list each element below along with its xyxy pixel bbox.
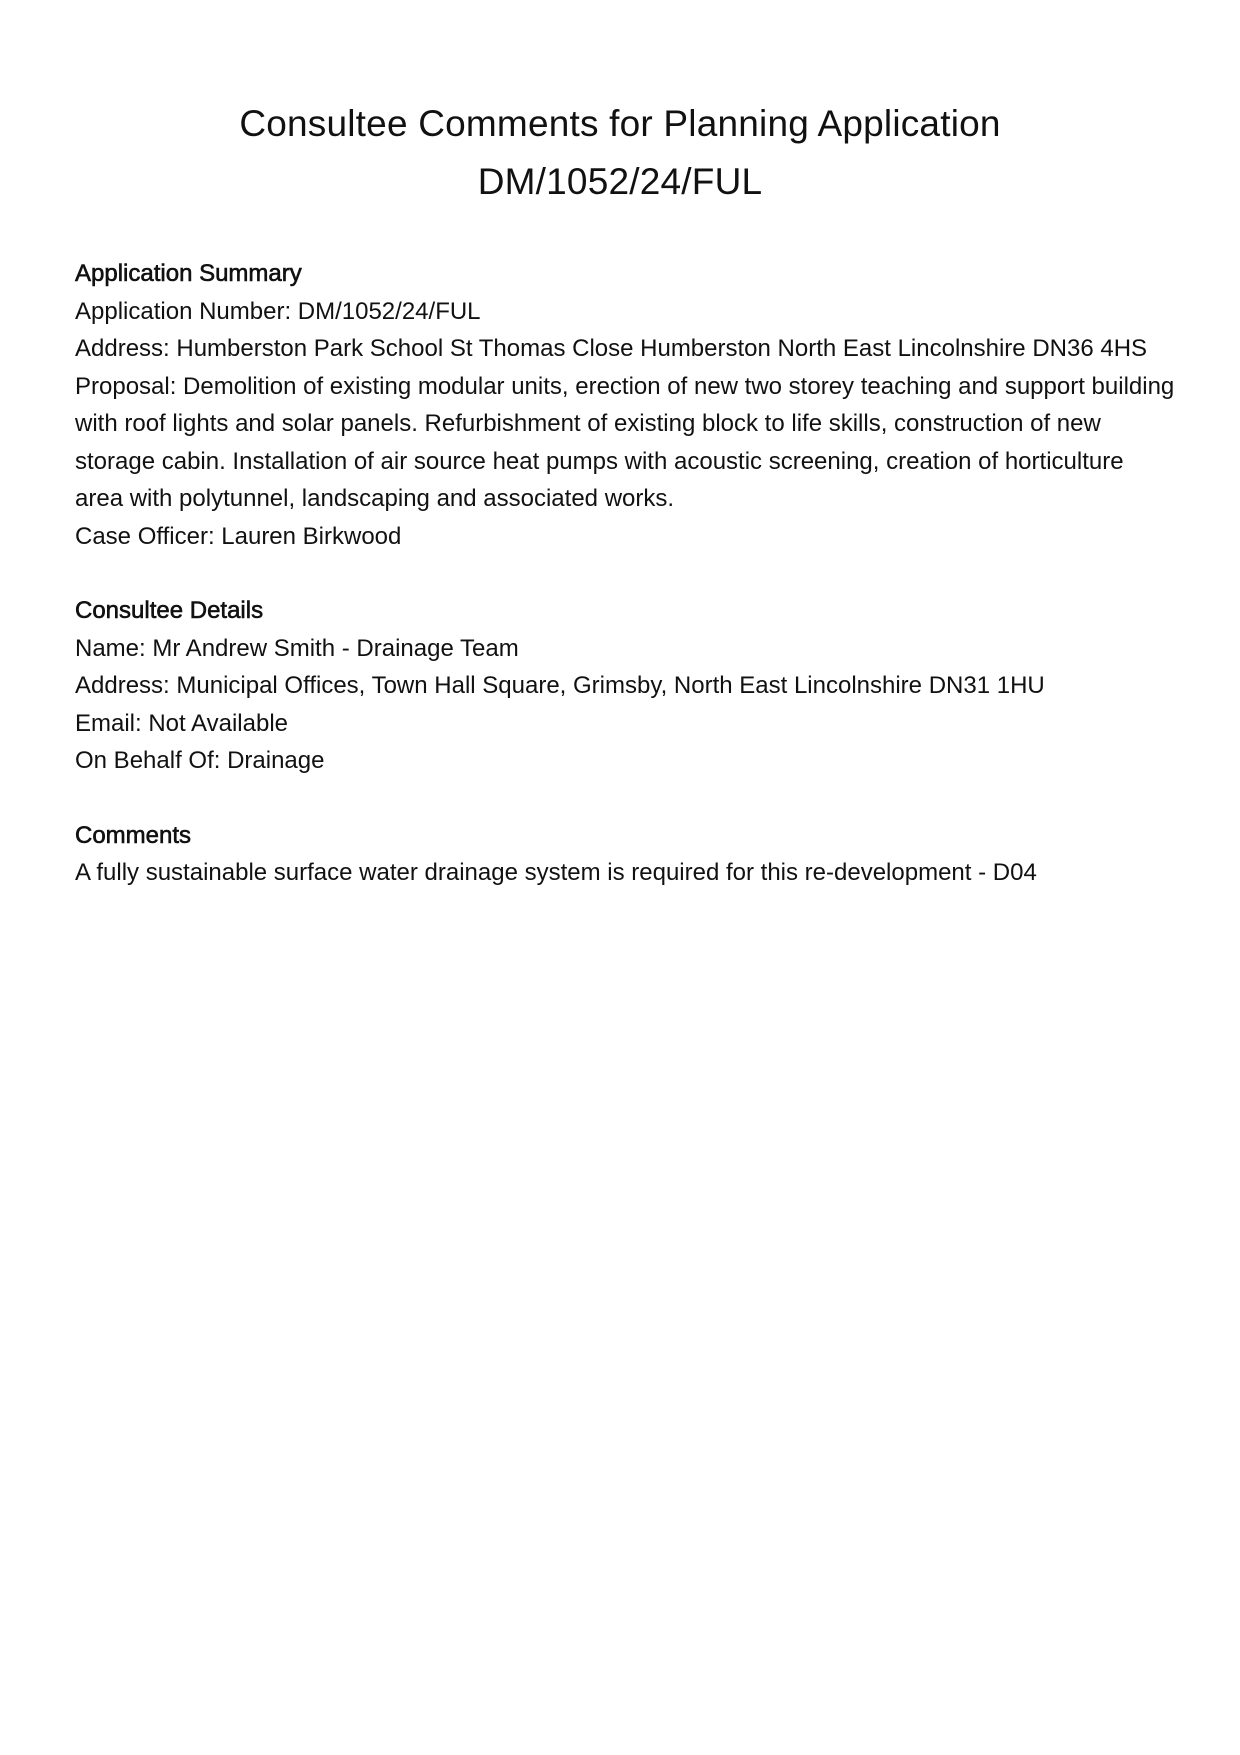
page-title-line-2: DM/1052/24/FUL — [477, 161, 763, 202]
application-address: Address: Humberston Park School St Thomas Close Humberston North East Lincolnshire DN36 4HS — [75, 335, 1148, 362]
application-number: Application Number: DM/1052/24/FUL — [75, 297, 481, 325]
consultee-email: Email: Not Available — [75, 709, 288, 737]
consultee-details-heading: Consultee Details — [75, 597, 264, 624]
document-content — [75, 255, 1175, 929]
comments-text: A fully sustainable surface water drainage system is required for this re-development - D04 — [75, 859, 1037, 886]
application-summary-heading: Application Summary — [75, 260, 302, 287]
application-summary-section — [75, 255, 1175, 555]
comments-heading: Comments — [75, 821, 192, 849]
consultee-on-behalf-of: On Behalf Of: Drainage — [75, 747, 325, 774]
page-title — [0, 95, 1240, 211]
comments-section — [75, 817, 1175, 892]
application-proposal: Proposal: Demolition of existing modular units, erection of new two storey teaching and support building with roof lights and solar panels. Refurbishment of existing block to life skills, construction of new storage cabin. Installation of air source heat pumps with acoustic screening, creation of horticulture area with polytunnel, landscaping and associated works. — [75, 372, 1175, 512]
page-title-line-1: Consultee Comments for Planning Application — [239, 103, 1001, 144]
consultee-name: Name: Mr Andrew Smith - Drainage Team — [75, 634, 519, 662]
consultee-address: Address: Municipal Offices, Town Hall Square, Grimsby, North East Lincolnshire DN31 1HU — [75, 672, 1045, 699]
case-officer: Case Officer: Lauren Birkwood — [75, 522, 402, 550]
consultee-details-section — [75, 592, 1175, 780]
